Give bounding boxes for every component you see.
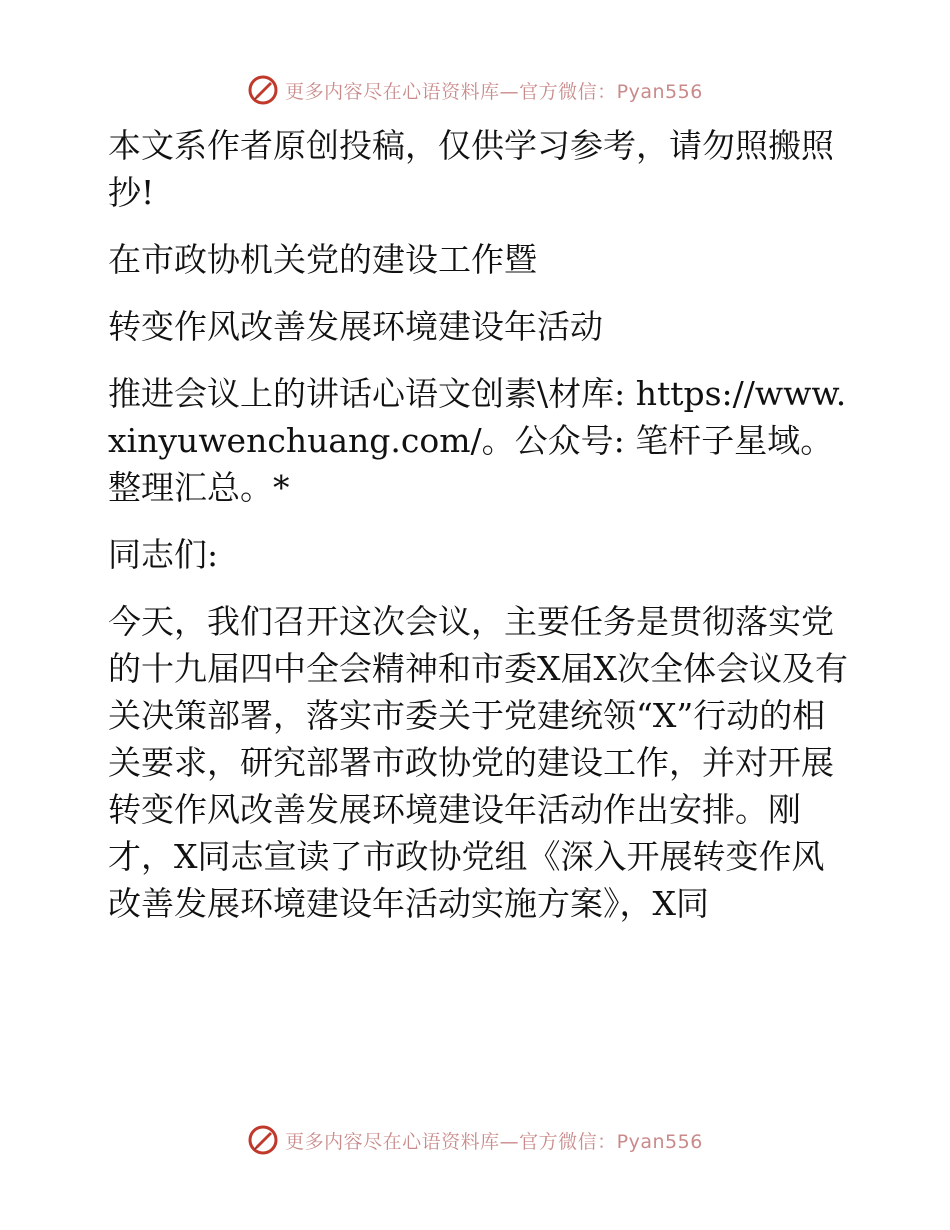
footer-banner: [0, 1120, 950, 1160]
title-line-1: 在市政协机关党的建设工作暨: [108, 240, 537, 279]
title-line-2: 转变作风改善发展环境建设年活动: [108, 307, 603, 346]
header-banner-text: 更多内容尽在心语资料库—官方微信：Pyan556: [285, 80, 703, 103]
header-banner: [0, 70, 950, 110]
document-body: [96, 122, 856, 947]
brand-logo-icon: [247, 74, 279, 106]
title-line-3: 推进会议上的讲话心语文创素\材库: https://www.xinyuwenchuang.com/。公众号: 笔杆子星域。整理汇总。*: [108, 374, 847, 507]
copyright-notice: 本文系作者原创投稿，仅供学习参考，请勿照搬照抄!: [108, 126, 834, 212]
body-paragraph: 今天，我们召开这次会议，主要任务是贯彻落实党的十九届四中全会精神和市委X届X次全体会议及有关决策部署，落实市委关于党建统领“X”行动的相关要求，研究部署市政协党的建设工作，并对开展转变作风改善发展环境建设年活动作出安排。刚才，X同志宣读了市政协党组《深入开展转变作风改善发展环境建设年活动实施方案》，X同: [108, 602, 848, 923]
brand-logo-icon: [247, 1124, 279, 1156]
footer-banner-text: 更多内容尽在心语资料库—官方微信：Pyan556: [285, 1130, 703, 1153]
salutation: 同志们:: [108, 535, 219, 574]
